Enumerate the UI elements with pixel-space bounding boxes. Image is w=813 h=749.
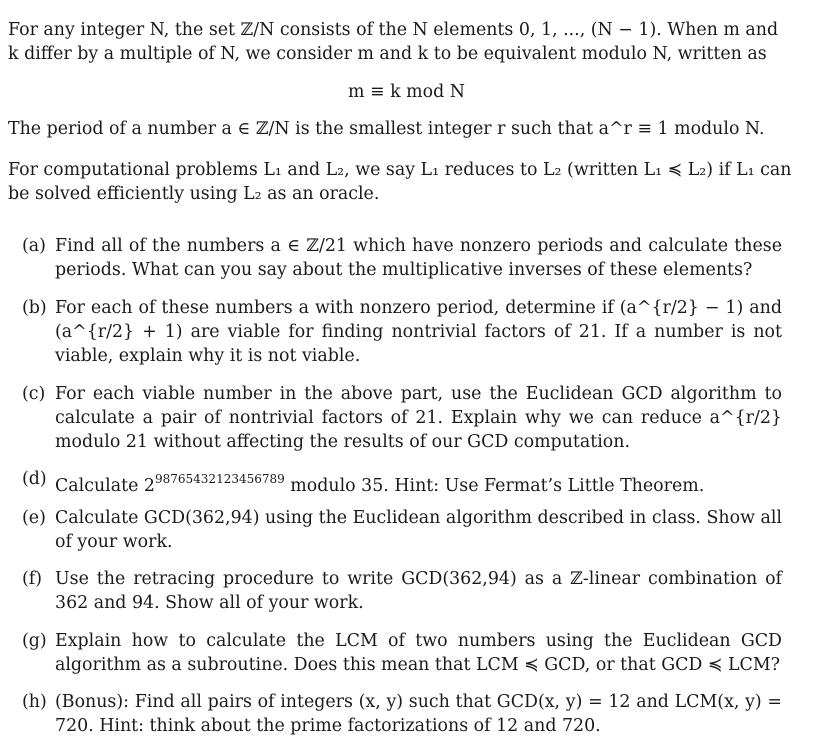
item-text: [55, 467, 782, 498]
item-text-pre: Calculate 2: [55, 476, 155, 496]
item-label: (d): [22, 469, 47, 489]
exponent: 98765432123456789: [154, 472, 285, 486]
item-label: (c): [22, 384, 46, 404]
item-label: (f): [22, 569, 43, 589]
item-label: (a): [22, 236, 46, 256]
item-label: (b): [22, 298, 47, 318]
intro-line-2: k differ by a multiple of N, we consider m and k to be equivalent modulo N, written as: [8, 44, 767, 64]
item-text: For each viable number in the above part, use the Euclidean GCD algorithm to calculate a pair of nontrivial factors of 21. Explain why we can reduce a^{r/2} modulo 21 without affecting the results of our GCD computation.: [55, 384, 782, 452]
item-label: (g): [22, 631, 47, 651]
item-text: (Bonus): Find all pairs of integers (x, y) such that GCD(x, y) = 12 and LCM(x, y) = 720. Hint: think about the prime factorizations of 12 and 720.: [55, 692, 782, 736]
item-text: For each of these numbers a with nonzero period, determine if (a^{r/2} − 1) and (a^{r/2} + 1) are viable for finding nontrivial factors of 21. If a number is not viable, explain why it is not viable.: [55, 298, 782, 366]
item-text: Find all of the numbers a ∈ ℤ/21 which have nonzero periods and calculate these periods. What can you say about the multiplicative inverses of these elements?: [55, 236, 782, 280]
item-label: (e): [22, 508, 46, 528]
item-text-post: modulo 35. Hint: Use Fermat’s Little Theorem.: [284, 476, 705, 496]
item-label: (h): [22, 692, 47, 712]
item-text: Calculate GCD(362,94) using the Euclidean algorithm described in class. Show all of your work.: [55, 508, 782, 552]
item-text: Use the retracing procedure to write GCD(362,94) as a ℤ-linear combination of 362 and 94. Show all of your work.: [55, 569, 782, 613]
congruence-display: m ≡ k mod N: [347, 82, 466, 102]
period-definition: The period of a number a ∈ ℤ/N is the smallest integer r such that a^r ≡ 1 modulo N.: [8, 119, 765, 139]
intro-line-1: For any integer N, the set ℤ/N consists of the N elements 0, 1, ..., (N − 1). When m and: [8, 20, 779, 40]
reduction-line-1: For computational problems L₁ and L₂, we say L₁ reduces to L₂ (written L₁ ≼ L₂) if L₁ can: [8, 160, 792, 180]
item-text: Explain how to calculate the LCM of two numbers using the Euclidean GCD algorithm as a subroutine. Does this mean that LCM ≼ GCD, or that GCD ≼ LCM?: [55, 631, 782, 675]
reduction-line-2: be solved efficiently using L₂ as an oracle.: [8, 184, 380, 204]
